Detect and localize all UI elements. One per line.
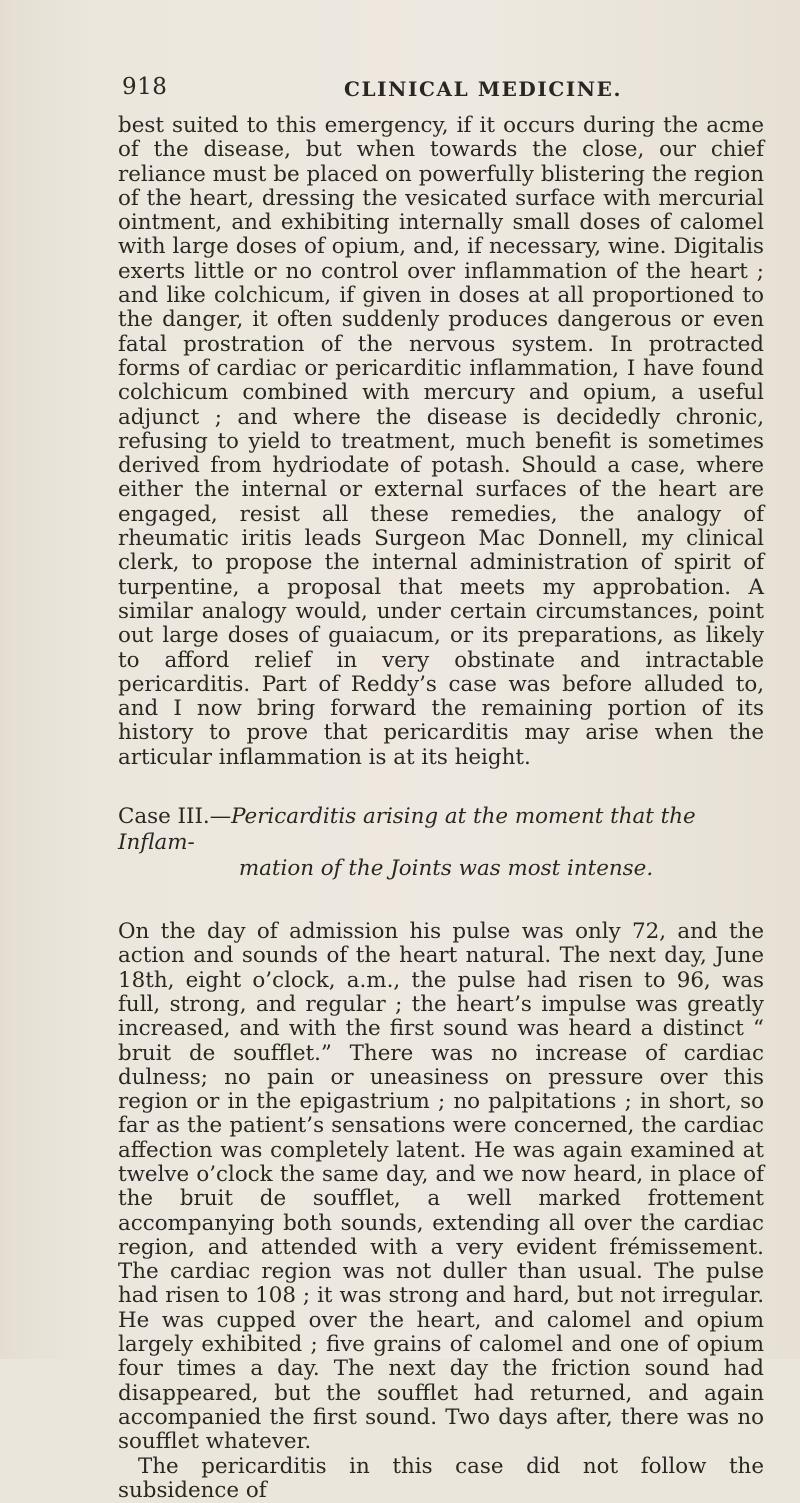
body-paragraph: best suited to this emergency, if it occurs during the acme of the disease, but when towards the close, our chief reliance must be placed on powerfully blistering the region of the heart, dressing the vesicated surface with mercurial ointment, and exhibiting internally small doses of calomel with large doses of opium, and, if necessary, wine. Digitalis exerts little or no control over inflammation of the heart ; and like colchicum, if given in doses at all proportioned to the danger, it often suddenly produces dangerous or even fatal prostration of the nervous system. In protracted forms of cardiac or pericarditic inflammation, I have found colchicum combined with mercury and opium, a useful adjunct ; and where the disease is decidedly chronic, refusing to yield to treatment, much benefit is sometimes derived from hydriodate of potash. Should a case, where either the internal or external surfaces of the heart are engaged, resist all these remedies, the analogy of rheumatic iritis leads Surgeon Mac Donnell, my clinical clerk, to propose the internal administration of spirit of turpentine, a proposal that meets my approbation. A similar analogy would, under certain circumstances, point out large doses of guaiacum, or its preparations, as likely to afford relief in very obstinate and intractable pericarditis. Part of Reddy’s case was before alluded to, and I now bring forward the remaining portion of its history to prove that pericarditis may arise when the articular inflammation is at its height. xyxy=(118,113,764,770)
running-head xyxy=(118,74,764,108)
case-heading xyxy=(118,804,764,882)
case-title-line-2: mation of the Joints was most intense. xyxy=(238,856,654,882)
case-paragraph-continuation: The pericarditis in this case did not follow the subsidence of xyxy=(118,1453,764,1503)
case-paragraph: On the day of admission his pulse was only 72, and the action and sounds of the heart natural. The next day, June 18th, eight o’clock, a.m., the pulse had risen to 96, was full, strong, and regular ; the heart’s impulse was greatly increased, and with the first sound was heard a distinct “ bruit de soufflet.” There was no increase of cardiac dulness; no pain or uneasiness on pressure over this region or in the epigastrium ; no palpitations ; in short, so far as the patient’s sensations were concerned, the cardiac affection was completely latent. He was again examined at twelve o’clock the same day, and we now heard, in place of the bruit de soufflet, a well marked frottement accompanying both sounds, extending all over the cardiac region, and attended with a very evident frémissement. The cardiac region was not duller than usual. The pulse had risen to 108 ; it was strong and hard, but not irregular. He was cupped over the heart, and calomel and opium largely exhibited ; five grains of calomel and one of opium four times a day. The next day the friction sound had disappeared, but the soufflet had returned, and again accompanied the first sound. Two days after, there was no soufflet whatever. xyxy=(118,919,764,1455)
case-label: Case III.— xyxy=(118,804,232,830)
running-title: CLINICAL MEDICINE. xyxy=(344,77,623,101)
case-title-line-1: Pericarditis arising at the moment that the Inflam- xyxy=(118,804,696,856)
page-number: 918 xyxy=(122,74,168,100)
